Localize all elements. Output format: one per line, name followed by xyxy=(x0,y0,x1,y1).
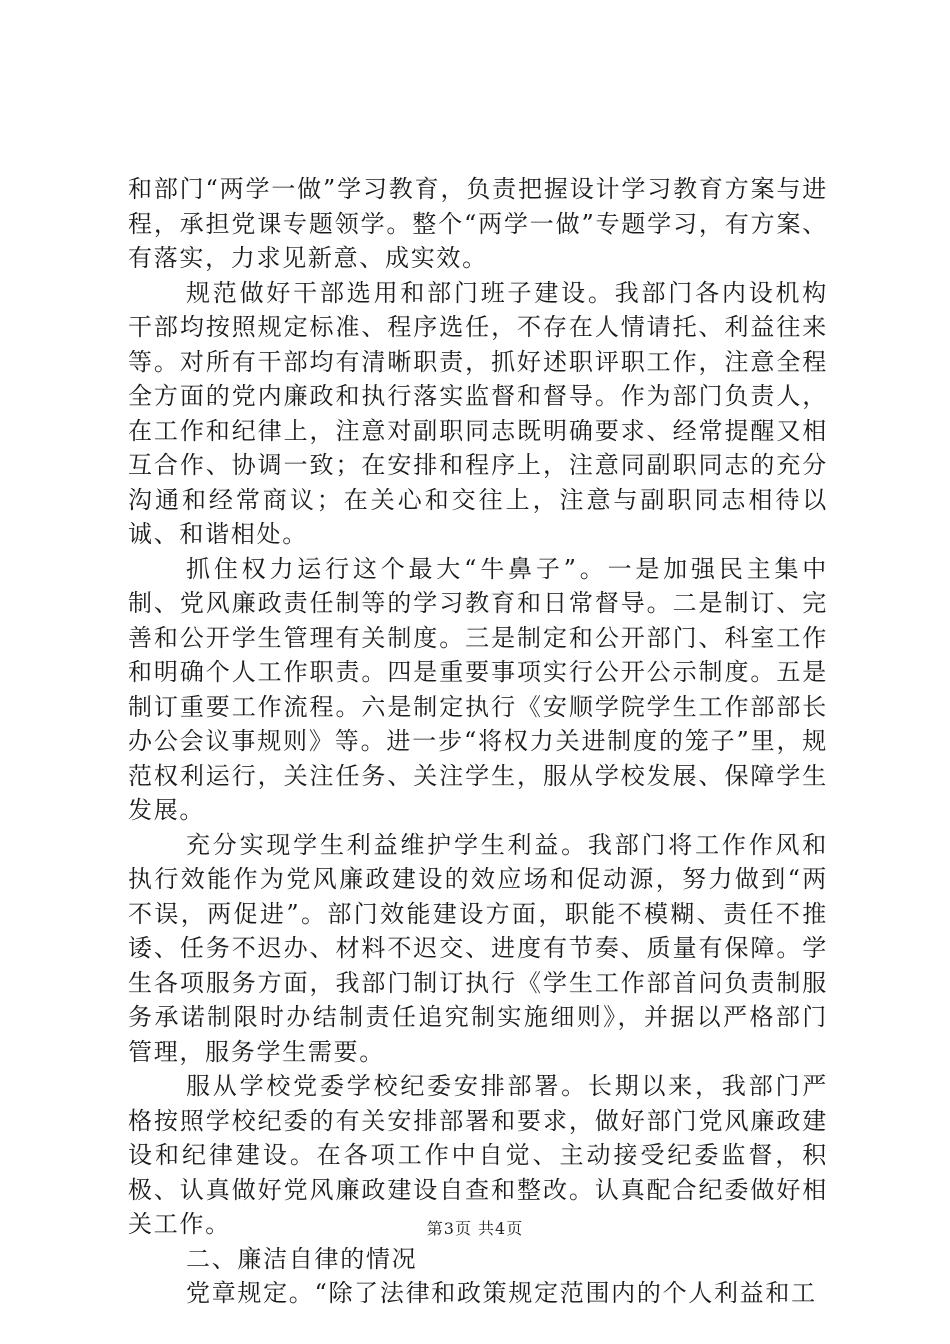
paragraph-power-operation: 抓住权力运行这个最大“牛鼻子”。一是加强民主集中制、党风廉政责任制等的学习教育和日常督导。二是制订、完善和公开学生管理有关制度。三是制定和公开部门、科室工作和明确个人工作职责。四是重要事项实行公开公示制度。五是制订重要工作流程。六是制定执行《安顺学院学生工作部部长办公会议事规则》等。进一步“将权力关进制度的笼子”里，规范权利运行，关注任务、关注学生，服从学校发展、保障学生发展。 xyxy=(128,554,828,824)
document-body xyxy=(128,172,828,1311)
section-heading: 二、廉洁自律的情况 xyxy=(186,1244,418,1273)
paragraph-cadre-selection: 规范做好干部选用和部门班子建设。我部门各内设机构干部均按照规定标准、程序选任，不存在人情请托、利益往来等。对所有干部均有清晰职责，抓好述职评职工作，注意全程全方面的党内廉政和执行落实监督和督导。作为部门负责人，在工作和纪律上，注意对副职同志既明确要求、经常提醒又相互合作、协调一致；在安排和程序上，注意同副职同志的充分沟通和经常商议；在关心和交往上，注意与副职同志相待以诚、和谐相处。 xyxy=(128,278,828,548)
page-footer: 第3页 共4页 xyxy=(426,1219,524,1238)
paragraph-student-interests: 充分实现学生利益维护学生利益。我部门将工作作风和执行效能作为党风廉政建设的效应场和促动源，努力做到“两不误，两促进”。部门效能建设方面，职能不模糊、责任不推诿、任务不迟办、材料不迟交、进度有节奏、质量有保障。学生各项服务方面，我部门制订执行《学生工作部首问负责制服务承诺制限时办结制责任追究制实施细则》，并据以严格部门管理，服务学生需要。 xyxy=(128,830,828,1066)
paragraph-party-committee: 服从学校党委学校纪委安排部署。长期以来，我部门严格按照学校纪委的有关安排部署和要求，做好部门党风廉政建设和纪律建设。在各项工作中自觉、主动接受纪委监督，积极、认真做好党风廉政建设自查和整改。认真配合纪委做好相关工作。 xyxy=(128,1072,828,1238)
paragraph-party-constitution: 党章规定。“除了法律和政策规定范围内的个人利益和工 xyxy=(186,1279,817,1307)
paragraph-continuation: 和部门“两学一做”学习教育，负责把握设计学习教育方案与进程，承担党课专题领学。整个“两学一做”专题学习，有方案、有落实，力求见新意、成实效。 xyxy=(128,175,828,272)
